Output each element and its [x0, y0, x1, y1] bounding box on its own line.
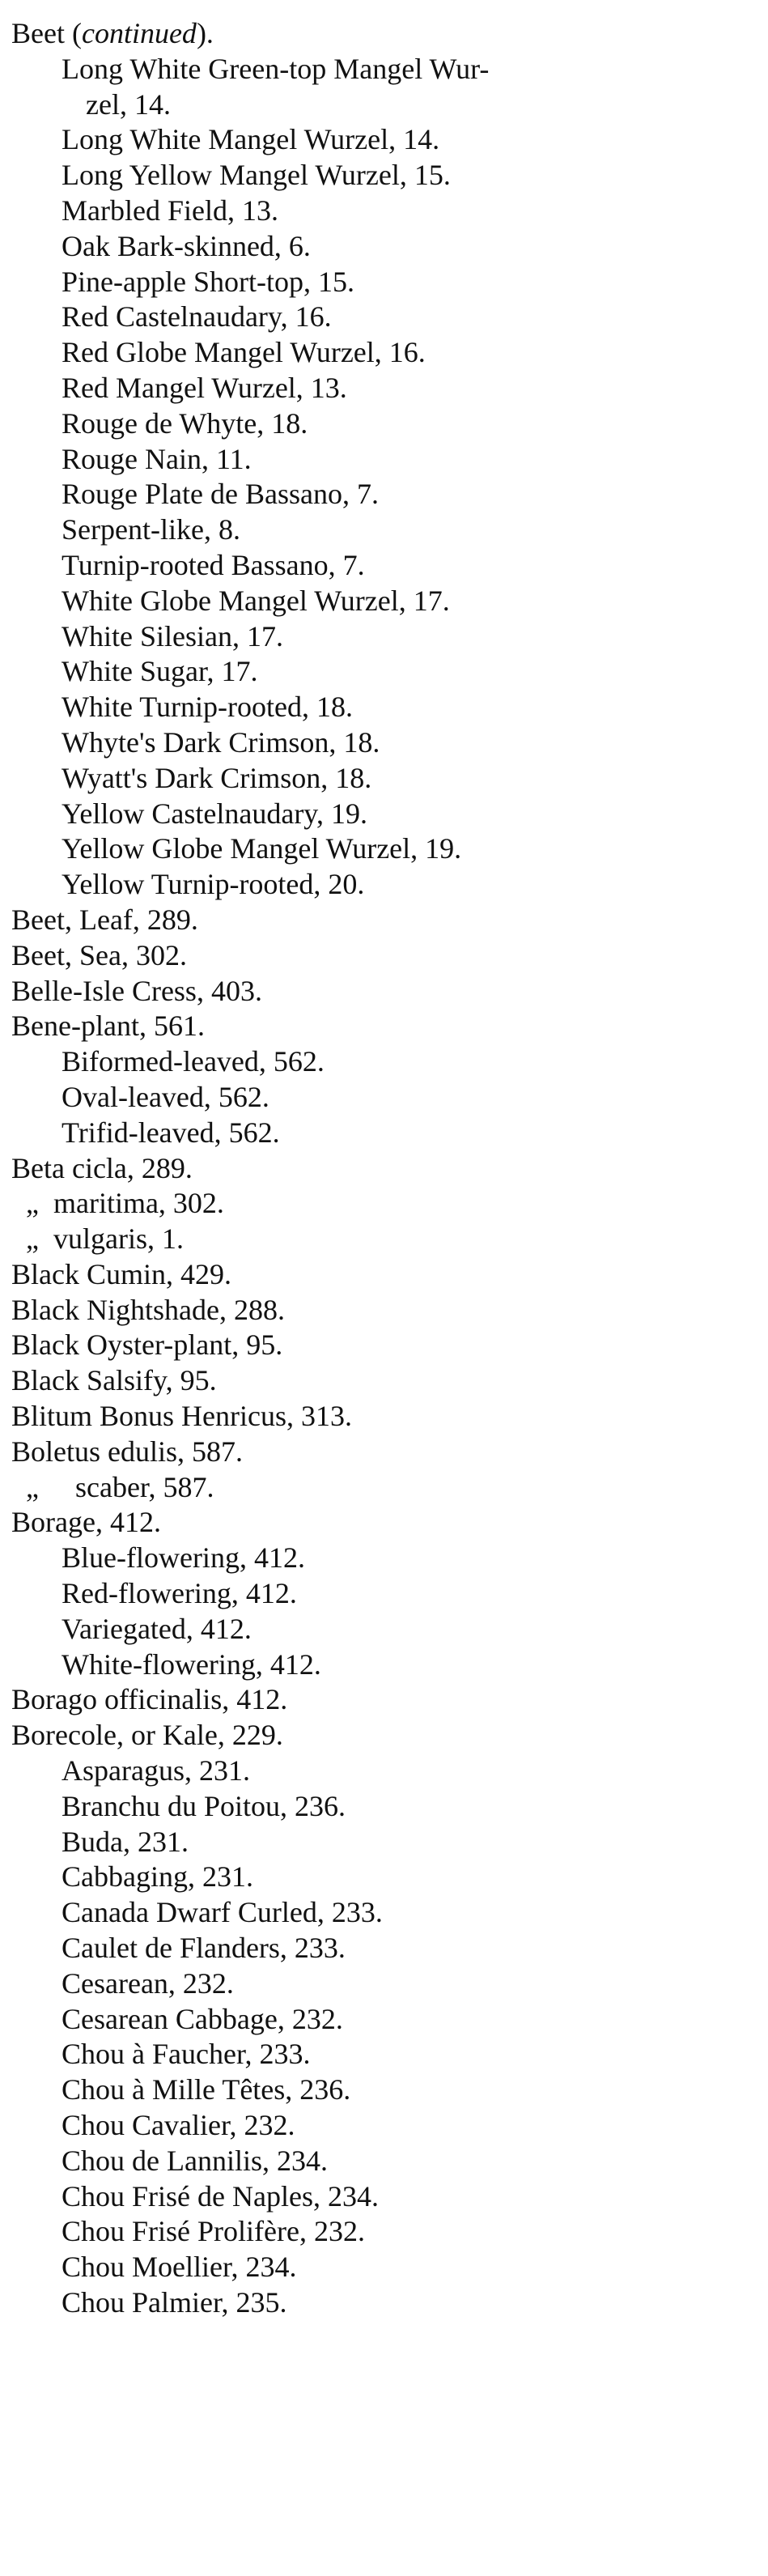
index-entry-sub: Blue-flowering, 412. — [62, 1541, 305, 1575]
index-entry-sub: Biformed-leaved, 562. — [62, 1045, 325, 1078]
index-entry-sub: Chou Frisé de Naples, 234. — [62, 2179, 379, 2213]
index-entry-sub: Red Mangel Wurzel, 13. — [62, 371, 347, 404]
index-entry-sub: Whyte's Dark Crimson, 18. — [62, 725, 380, 759]
index-entry-sub: Marbled Field, 13. — [62, 193, 278, 227]
index-entry-main: Beta cicla, 289. — [11, 1151, 193, 1184]
index-entry-sub: Chou à Mille Têtes, 236. — [62, 2073, 351, 2106]
index-entry-sub: White Sugar, 17. — [62, 655, 258, 688]
index-entry-sub: Red Castelnaudary, 16. — [62, 300, 332, 334]
index-entry-main: „ maritima, 302. — [11, 1187, 224, 1220]
index-entry-sub: Chou Palmier, 235. — [62, 2286, 287, 2319]
index-entry-sub: Long White Mangel Wurzel, 14. — [62, 123, 440, 156]
index-entry-main: Borage, 412. — [11, 1506, 161, 1539]
index-entry-sub: Long White Green-top Mangel Wur- — [62, 52, 490, 85]
index-entry-sub: Canada Dwarf Curled, 233. — [62, 1896, 383, 1929]
index-entry-sub: White Silesian, 17. — [62, 619, 283, 653]
index-entry-sub: Chou Moellier, 234. — [62, 2251, 297, 2284]
index-entry-sub: Pine-apple Short-top, 15. — [62, 265, 354, 298]
index-entry-sub: White-flowering, 412. — [62, 1647, 321, 1681]
index-entry-sub: White Turnip-rooted, 18. — [62, 691, 353, 724]
index-entry-cont: zel, 14. — [86, 87, 171, 121]
index-entry-main: „ vulgaris, 1. — [11, 1222, 184, 1256]
heading-continued: continued — [81, 17, 197, 49]
index-entry-main: Beet, Sea, 302. — [11, 938, 187, 971]
index-entry-main: Borecole, or Kale, 229. — [11, 1719, 283, 1752]
index-entry-sub: Chou de Lannilis, 234. — [62, 2144, 328, 2177]
index-entry-sub: Red-flowering, 412. — [62, 1577, 297, 1610]
index-entry-main: Black Nightshade, 288. — [11, 1293, 285, 1326]
index-entry-sub: Red Globe Mangel Wurzel, 16. — [62, 336, 426, 369]
index-entry-sub: Cesarean Cabbage, 232. — [62, 2002, 343, 2035]
index-entry-main: „ scaber, 587. — [11, 1470, 214, 1503]
index-page — [11, 16, 756, 2321]
index-entry-sub: Branchu du Poitou, 236. — [62, 1789, 346, 1822]
index-entry-sub: Serpent-like, 8. — [62, 513, 240, 546]
index-entry-sub: Variegated, 412. — [62, 1612, 252, 1645]
index-entry-sub: Oval-leaved, 562. — [62, 1080, 269, 1113]
index-entry-sub: Rouge de Whyte, 18. — [62, 406, 308, 440]
index-entry-sub: Buda, 231. — [62, 1825, 189, 1858]
index-entry-main: Belle-Isle Cress, 403. — [11, 974, 262, 1007]
index-entry-main: Borago officinalis, 412. — [11, 1683, 288, 1716]
index-entry-main: Black Oyster-plant, 95. — [11, 1328, 283, 1362]
index-entry-sub: Asparagus, 231. — [62, 1754, 250, 1787]
index-entry-sub: Yellow Turnip-rooted, 20. — [62, 868, 365, 901]
index-entry-sub: Rouge Nain, 11. — [62, 442, 252, 475]
index-entry-sub: Cesarean, 232. — [62, 1966, 234, 2000]
index-entry-sub: Wyatt's Dark Crimson, 18. — [62, 761, 372, 794]
index-entry-sub: Chou Cavalier, 232. — [62, 2109, 295, 2142]
index-entry-sub: Turnip-rooted Bassano, 7. — [62, 548, 365, 581]
heading-suffix: ). — [196, 17, 214, 49]
index-entry-sub: Long Yellow Mangel Wurzel, 15. — [62, 159, 451, 192]
index-entry-sub: Trifid-leaved, 562. — [62, 1116, 280, 1149]
index-entry-main: Black Cumin, 429. — [11, 1257, 231, 1290]
index-entries — [11, 52, 756, 2321]
index-entry-sub: Yellow Castelnaudary, 19. — [62, 797, 367, 830]
index-entry-sub: Caulet de Flanders, 233. — [62, 1932, 346, 1965]
index-entry-sub: Oak Bark-skinned, 6. — [62, 229, 311, 262]
section-heading — [11, 16, 756, 52]
index-entry-main: Boletus edulis, 587. — [11, 1435, 243, 1468]
index-entry-sub: Cabbaging, 231. — [62, 1860, 253, 1894]
index-entry-sub: Rouge Plate de Bassano, 7. — [62, 478, 379, 511]
index-entry-sub: White Globe Mangel Wurzel, 17. — [62, 584, 450, 617]
heading-prefix: Beet ( — [11, 17, 82, 49]
index-entry-main: Beet, Leaf, 289. — [11, 903, 198, 936]
index-entry-sub: Yellow Globe Mangel Wurzel, 19. — [62, 832, 462, 865]
index-entry-main: Blitum Bonus Henricus, 313. — [11, 1400, 352, 1433]
index-entry-main: Bene-plant, 561. — [11, 1010, 205, 1043]
index-entry-sub: Chou à Faucher, 233. — [62, 2038, 311, 2071]
index-entry-main: Black Salsify, 95. — [11, 1364, 217, 1397]
index-entry-sub: Chou Frisé Prolifère, 232. — [62, 2215, 365, 2248]
